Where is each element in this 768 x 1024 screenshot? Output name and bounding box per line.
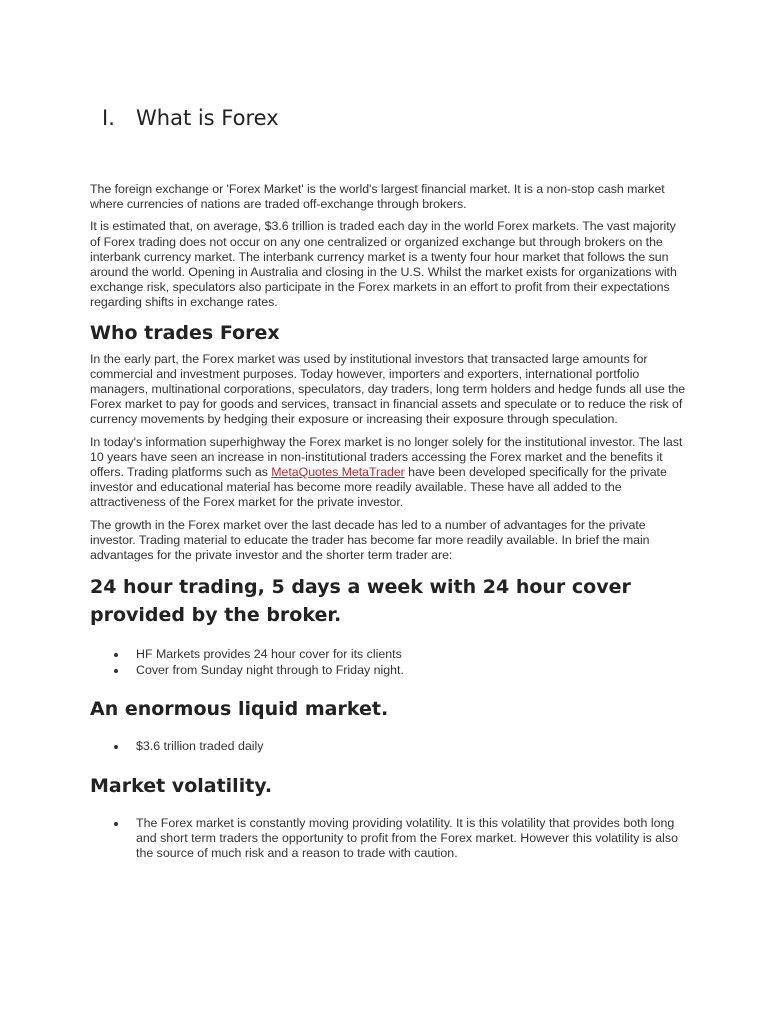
intro-paragraph-2: It is estimated that, on average, $3.6 trillion is traded each day in the world Forex markets. The vast majority of Forex trading does not occur on any one centralized or organized exchange but through brokers on the interbank currency market. The interbank currency market is a twenty four hour market that follows the sun around the world. Opening in Australia and closing in the U.S. Whilst the market exists for organizations with exchange risk, speculators also participate in the Forex markets in an effort to profit from their expectations regarding shifts in exchange rates.: [90, 219, 677, 310]
volatility-heading: Market volatility.: [90, 774, 273, 797]
list-item-text: HF Markets provides 24 hour cover for its clients: [136, 647, 402, 662]
metatrader-link[interactable]: MetaQuotes MetaTrader: [271, 465, 405, 480]
who-trades-heading: Who trades Forex: [90, 321, 280, 344]
trading-hours-list: [90, 647, 688, 678]
liquid-market-heading: An enormous liquid market.: [90, 697, 389, 720]
volatility-list: [90, 816, 688, 862]
list-item: [90, 816, 688, 862]
who-trades-paragraph-3: The growth in the Forex market over the last decade has led to a number of advantages for the private investor. Trading material to educate the trader has become far more readily available. In brief the main advantages for the private investor and the shorter term trader are:: [90, 517, 650, 563]
bullet-icon: [114, 822, 118, 826]
list-item: [90, 663, 688, 678]
who-trades-paragraph-1: In the early part, the Forex market was used by institutional investors that transacted large amounts for commercial and investment purposes. Today however, importers and exporters, international portfolio managers, multinational corporations, speculators, day traders, long term holders and hedge funds all use the Forex market to pay for goods and services, transact in financial assets and speculate or to reduce the risk of currency movements by hedging their exposure or increasing their exposure through speculation.: [90, 351, 686, 427]
list-item-text: Cover from Sunday night through to Friday night.: [136, 663, 404, 678]
section-title-text: What is Forex: [136, 106, 279, 130]
who-trades-p2-text-after: have been developed specifically for the private investor and educational material has become more readily available. These have all added to the attractiveness of the Forex market for the private investor.: [90, 465, 667, 510]
list-item: [90, 647, 688, 662]
document-content: [90, 182, 688, 862]
bullet-icon: [114, 653, 118, 657]
list-item: [90, 739, 688, 754]
bullet-icon: [114, 745, 118, 749]
trading-hours-heading: 24 hour trading, 5 days a week with 24 hour cover provided by the broker.: [90, 576, 631, 627]
who-trades-paragraph-2: [90, 435, 688, 511]
bullet-icon: [114, 669, 118, 673]
list-item-text: $3.6 trillion traded daily: [136, 738, 264, 753]
section-number: I.: [102, 106, 115, 130]
liquid-market-list: [90, 739, 688, 754]
who-trades-p2-text-before: In today's information superhighway the Forex market is no longer solely for the institutional investor. The last 10 years have seen an increase in non-institutional traders accessing the Forex market and the benefits it offers. Trading platforms such as: [90, 434, 683, 480]
intro-paragraph-1: The foreign exchange or 'Forex Market' is the world's largest financial market. It is a non-stop cash market where currencies of nations are traded off-exchange through brokers.: [90, 182, 665, 212]
section-title: [102, 106, 279, 130]
list-item-text: The Forex market is constantly moving providing volatility. It is this volatility that provides both long and short term traders the opportunity to profit from the Forex market. However this volatility is also the source of much risk and a reason to trade with caution.: [136, 815, 678, 861]
